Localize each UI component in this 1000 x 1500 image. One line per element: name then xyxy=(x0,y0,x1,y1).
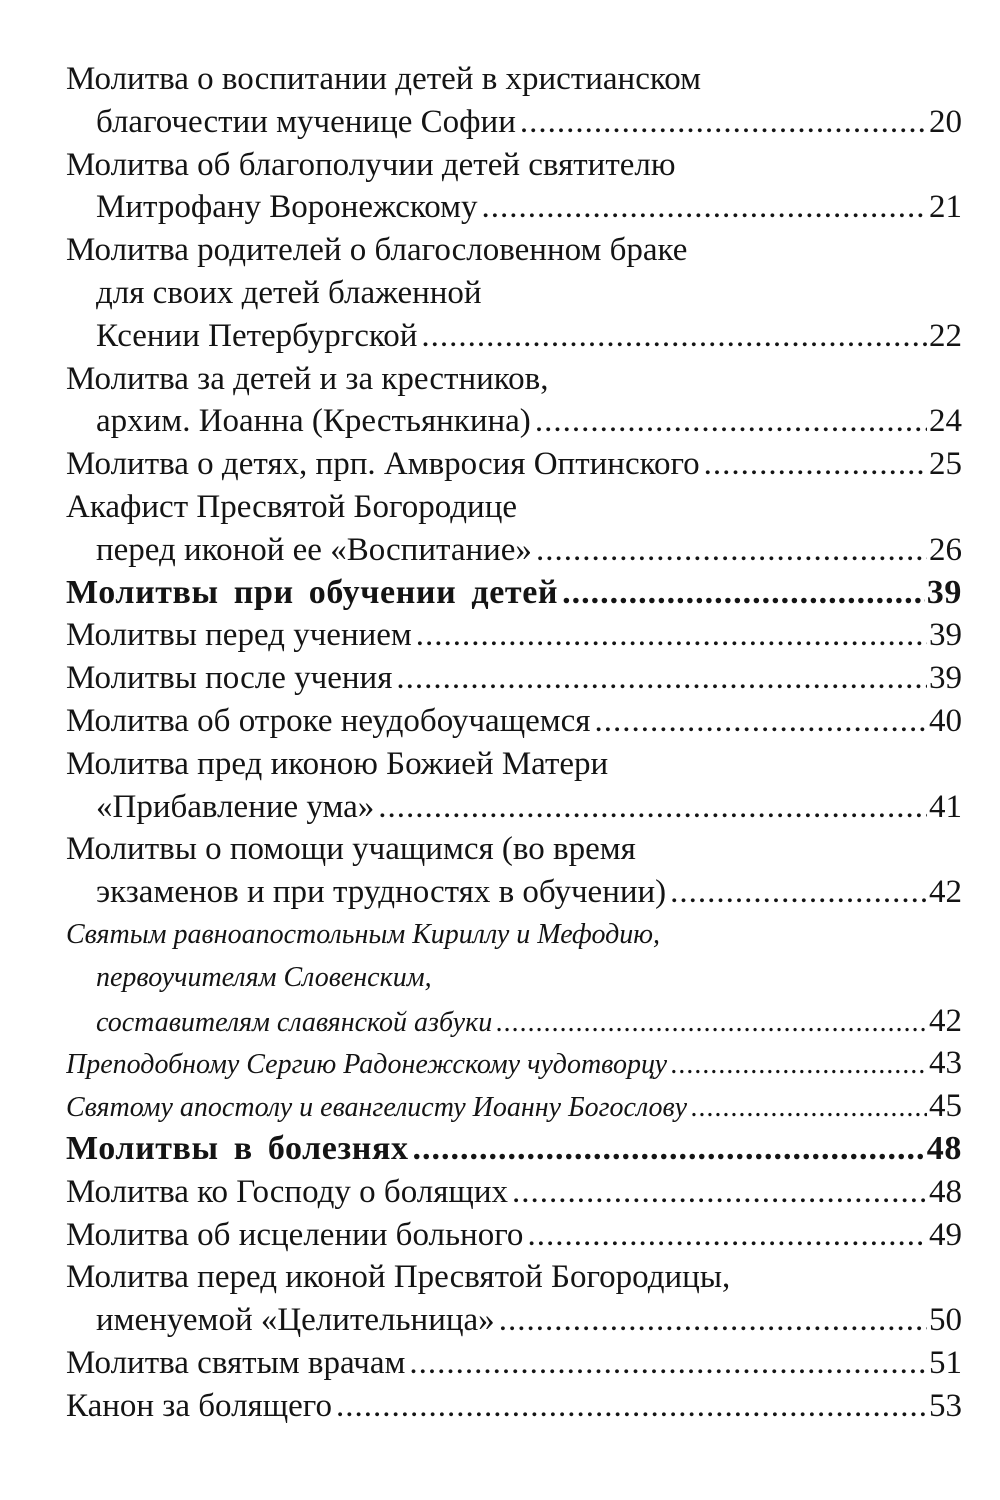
toc-entry-title: Ксении Петербургской xyxy=(96,317,418,354)
toc-entry-title: Молитва об исцелении больного xyxy=(66,1216,524,1253)
toc-entry xyxy=(66,828,962,914)
toc-entry-line xyxy=(66,529,962,572)
dot-leader xyxy=(691,1087,927,1128)
toc-entry-title: Молитвы после учения xyxy=(66,660,393,697)
toc-entry-title: Молитвы перед учением xyxy=(66,617,412,654)
toc-entry-title: Преподобному Сергию Радонежскому чудотворцу xyxy=(66,1049,668,1081)
page-number: 49 xyxy=(929,1216,962,1253)
dot-leader xyxy=(409,1342,927,1385)
toc-entry-title: перед иконой ее «Воспитание» xyxy=(96,531,532,568)
toc-entry-title: составителям славянской азбуки xyxy=(96,1006,493,1038)
page-number: 22 xyxy=(929,317,962,354)
dot-leader xyxy=(671,1044,927,1085)
page-number: 39 xyxy=(929,617,962,654)
page-number: 45 xyxy=(929,1088,962,1125)
dot-leader xyxy=(416,614,927,657)
dot-leader xyxy=(594,700,927,743)
toc-entry xyxy=(66,144,962,230)
toc-entry xyxy=(66,1085,962,1128)
toc-entry-title: Святому апостолу и евангелисту Иоанну Богослову xyxy=(66,1092,688,1124)
dot-leader xyxy=(704,443,927,486)
page-number: 51 xyxy=(929,1344,962,1381)
dot-leader xyxy=(536,529,927,572)
toc-entry-line: Молитва за детей и за крестников, xyxy=(66,360,549,397)
toc-entry-line xyxy=(66,1085,962,1128)
toc-entry xyxy=(66,1385,962,1428)
toc-entry-line xyxy=(66,1385,962,1428)
page-number: 42 xyxy=(929,874,962,911)
toc-entry-line xyxy=(66,1342,962,1385)
page-number: 53 xyxy=(929,1387,962,1424)
toc-entry-line xyxy=(66,786,962,829)
toc-entry xyxy=(66,443,962,486)
dot-leader xyxy=(413,1128,925,1171)
toc-entry-title: Молитва ко Господу о болящих xyxy=(66,1173,509,1210)
dot-leader xyxy=(396,657,927,700)
toc-entry-line xyxy=(66,443,962,486)
toc-entry xyxy=(66,486,962,572)
toc-entry xyxy=(66,1042,962,1085)
toc-entry-line: Молитва перед иконой Пресвятой Богородицы, xyxy=(66,1259,731,1296)
dot-leader xyxy=(421,315,927,358)
toc-entry-line xyxy=(66,871,962,914)
page-number: 39 xyxy=(926,573,962,611)
toc-entry-line xyxy=(66,700,962,743)
page-number: 48 xyxy=(926,1129,962,1167)
dot-leader xyxy=(527,1214,927,1257)
toc-entry xyxy=(66,358,962,444)
toc-entry xyxy=(66,657,962,700)
toc-entry-line: для своих детей блаженной xyxy=(96,274,482,311)
toc-entry xyxy=(66,700,962,743)
page-number: 26 xyxy=(929,531,962,568)
page-number: 48 xyxy=(929,1173,962,1210)
toc-entry xyxy=(66,1214,962,1257)
toc-entry xyxy=(66,1256,962,1342)
toc-entry xyxy=(66,614,962,657)
dot-leader xyxy=(535,400,927,443)
toc-entry-line xyxy=(66,400,962,443)
page-number: 20 xyxy=(929,103,962,140)
toc-entry-title: Молитвы в болезнях xyxy=(66,1129,409,1167)
page-number: 39 xyxy=(929,660,962,697)
dot-leader xyxy=(520,101,927,144)
toc-entry-line: Молитва о воспитании детей в христианском xyxy=(66,61,701,97)
toc-entry-title: «Прибавление ума» xyxy=(96,788,375,825)
dot-leader xyxy=(378,786,927,829)
toc-entry-line xyxy=(66,101,962,144)
toc-entry xyxy=(66,1342,962,1385)
toc-entry xyxy=(66,743,962,829)
toc-entry-line xyxy=(66,315,962,358)
toc-entry xyxy=(66,914,962,1042)
page-number: 24 xyxy=(929,403,962,440)
page-number: 41 xyxy=(929,788,962,825)
toc-entry-line xyxy=(66,657,962,700)
toc-entry-title: Канон за болящего xyxy=(66,1387,332,1424)
toc-section-heading xyxy=(66,1128,962,1171)
dot-leader xyxy=(562,572,925,615)
page-number: 40 xyxy=(929,702,962,739)
toc-entry-line xyxy=(66,1000,962,1043)
dot-leader xyxy=(670,871,927,914)
page-number: 42 xyxy=(929,1002,962,1039)
toc-entry-line xyxy=(66,614,962,657)
page-number: 25 xyxy=(929,446,962,483)
toc-entry-title: Молитва о детях, прп. Амвросия Оптинского xyxy=(66,446,700,483)
toc-entry-line: Молитвы о помощи учащимся (во время xyxy=(66,831,636,868)
toc-entry-line: Святым равноапостольным Кириллу и Мефодию, xyxy=(66,918,660,950)
toc-entry-line: Молитва пред иконою Божией Матери xyxy=(66,745,609,782)
toc-entry-line xyxy=(66,1042,962,1085)
toc-entry-line: первоучителям Словенским, xyxy=(96,961,432,993)
toc-entry-title: Митрофану Воронежскому xyxy=(96,189,478,226)
toc-entry-line xyxy=(66,1299,962,1342)
toc-entry-line: Молитва родителей о благословенном браке xyxy=(66,232,688,269)
dot-leader xyxy=(496,1002,927,1043)
page-number: 50 xyxy=(929,1302,962,1339)
dot-leader xyxy=(482,186,927,229)
toc-entry-title: благочестии мученице Софии xyxy=(96,103,516,140)
dot-leader xyxy=(499,1299,927,1342)
toc-entry-title: Молитва об отроке неудобоучащемся xyxy=(66,702,591,739)
page-number: 43 xyxy=(929,1045,962,1082)
dot-leader xyxy=(336,1385,927,1428)
toc-entry-title: именуемой «Целительница» xyxy=(96,1302,495,1339)
toc-entry-title: Молитвы при обучении детей xyxy=(66,573,559,611)
toc-entry xyxy=(66,1171,962,1214)
toc-entry-title: Молитва святым врачам xyxy=(66,1344,406,1381)
toc-entry-title: архим. Иоанна (Крестьянкина) xyxy=(96,403,531,440)
toc-entry-line xyxy=(66,186,962,229)
page-number: 21 xyxy=(929,189,962,226)
toc-entry xyxy=(66,229,962,357)
table-of-contents xyxy=(66,58,962,1428)
toc-entry-title: экзаменов и при трудностях в обучении) xyxy=(96,874,667,911)
toc-entry xyxy=(66,58,962,144)
toc-entry-line: Молитва об благополучии детей святителю xyxy=(66,146,676,183)
toc-entry-line xyxy=(66,1214,962,1257)
toc-entry-line xyxy=(66,1128,962,1171)
dot-leader xyxy=(512,1171,927,1214)
toc-entry-line xyxy=(66,1171,962,1214)
toc-entry-line: Акафист Пресвятой Богородице xyxy=(66,488,518,525)
toc-section-heading xyxy=(66,572,962,615)
toc-entry-line xyxy=(66,572,962,615)
